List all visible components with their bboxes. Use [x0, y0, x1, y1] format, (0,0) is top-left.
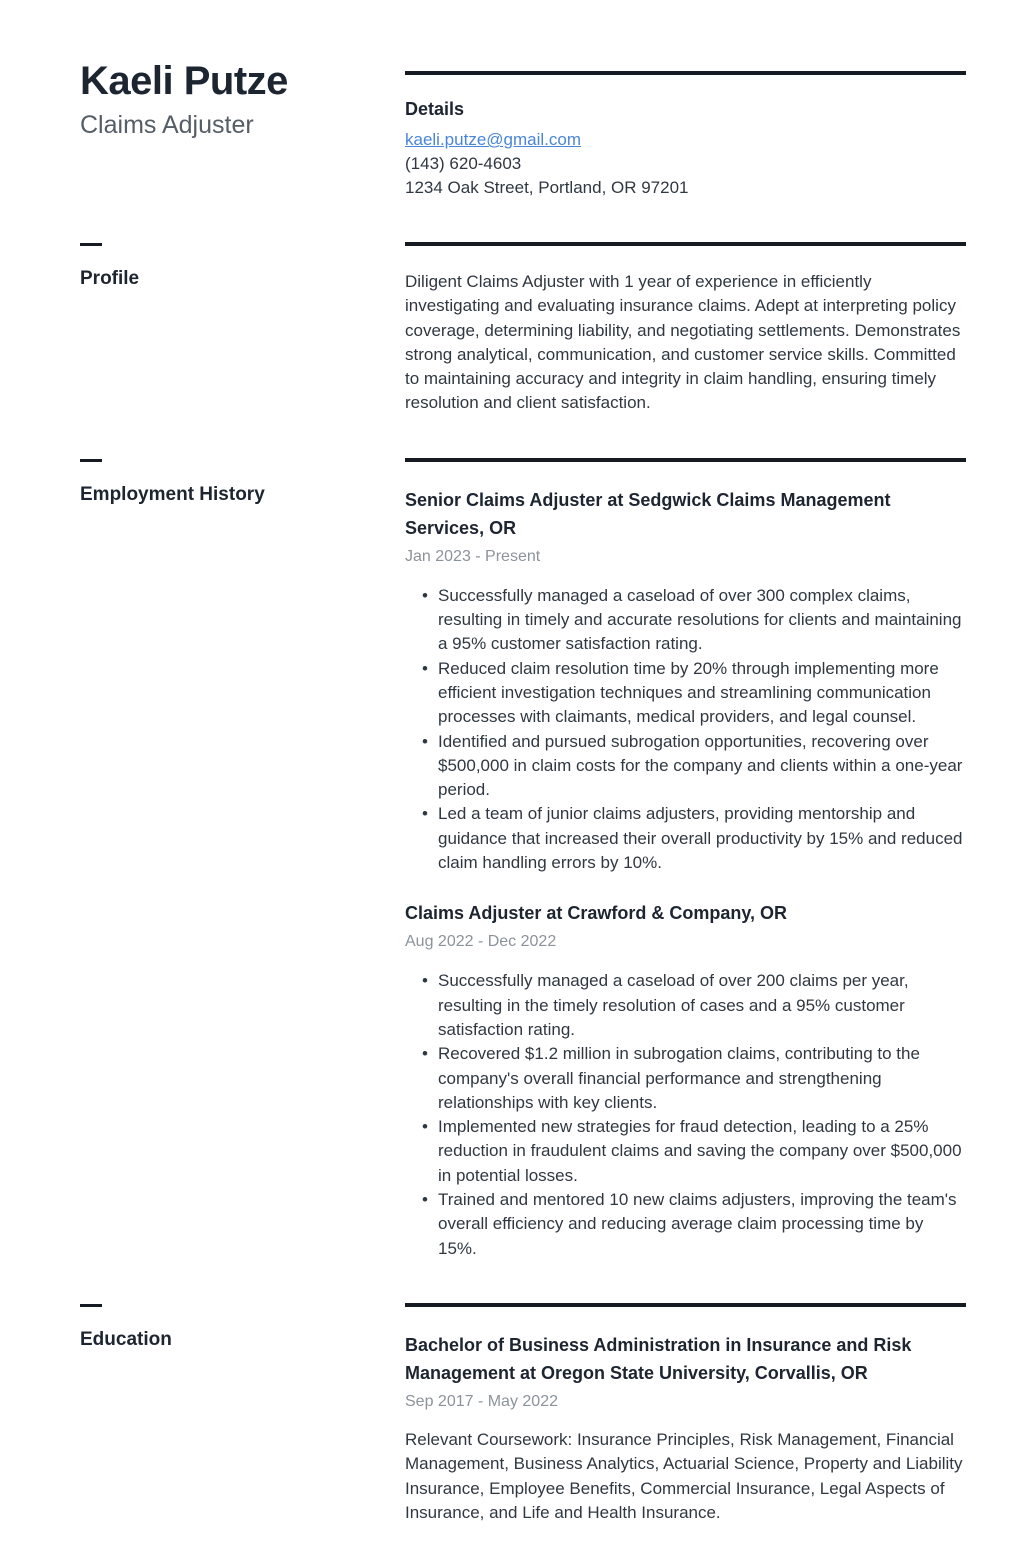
employment-section [80, 458, 966, 1261]
education-content [405, 1303, 966, 1525]
employment-heading: Employment History [80, 483, 265, 505]
bullet-item: • Successfully managed a caseload of over 200 claims per year, resulting in the timely resolution of cases and a 95% customer satisfaction rating. [438, 969, 966, 1042]
section-dash [80, 459, 102, 462]
profile-heading: Profile [80, 268, 140, 289]
job-bullet-list [405, 584, 966, 876]
section-rule [405, 242, 966, 246]
person-job-title: Claims Adjuster [80, 111, 254, 139]
section-dash [80, 243, 102, 246]
section-rule [405, 458, 966, 462]
postal-address: 1234 Oak Street, Portland, OR 97201 [405, 178, 689, 197]
job-dates: Aug 2022 - Dec 2022 [405, 933, 557, 951]
details-heading: Details [405, 99, 465, 119]
profile-content [405, 242, 966, 416]
job-title: Senior Claims Adjuster at Sedgwick Claims Management Services, OR [405, 489, 891, 538]
bullet-item: • Recovered $1.2 million in subrogation claims, contributing to the company's overall financial performance and strengthening relationships with key clients. [438, 1042, 966, 1115]
job-title: Claims Adjuster at Crawford & Company, OR [405, 903, 788, 924]
education-dates: Sep 2017 - May 2022 [405, 1392, 558, 1410]
bullet-item: • Led a team of junior claims adjusters, providing mentorship and guidance that increased their overall productivity by 15% and reduced claim handling errors by 10%. [438, 802, 966, 875]
section-dash [80, 1304, 102, 1307]
education-description: Relevant Coursework: Insurance Principles, Risk Management, Financial Management, Business Analytics, Actuarial Science, Property and Liability Insurance, Employee Benefits, Commercial Insurance, Legal Aspects of Insurance, and Life and Health Insurance. [405, 1429, 963, 1522]
bullet-item: • Reduced claim resolution time by 20% through implementing more efficient investigation techniques and streamlining communication processes with claimants, medical providers, and legal counsel. [438, 657, 966, 730]
bullet-item: • Identified and pursued subrogation opportunities, recovering over $500,000 in claim costs for the company and clients within a one-year period. [438, 730, 966, 803]
details-block [405, 58, 966, 200]
profile-section [80, 242, 966, 416]
phone-number: (143) 620-4603 [405, 154, 522, 173]
job-bullet-list [405, 969, 966, 1261]
bullet-item: • Implemented new strategies for fraud detection, leading to a 25% reduction in fraudulent claims and saving the company over $500,000 in potential losses. [438, 1115, 966, 1188]
education-heading-block [80, 1303, 405, 1353]
degree-title: Bachelor of Business Administration in Insurance and Risk Management at Oregon State University, Corvallis, OR [405, 1334, 912, 1383]
header-section [80, 58, 966, 200]
section-rule [405, 71, 966, 75]
person-name: Kaeli Putze [80, 59, 288, 103]
job-entry [405, 486, 966, 876]
education-entry [405, 1331, 966, 1525]
job-entry [405, 899, 966, 1261]
education-heading: Education [80, 1328, 172, 1350]
employment-heading-block [80, 458, 405, 508]
job-dates: Jan 2023 - Present [405, 547, 541, 565]
profile-heading-block [80, 242, 405, 292]
email-link[interactable]: kaeli.putze@gmail.com [405, 130, 581, 149]
employment-content [405, 458, 966, 1261]
bullet-item: • Successfully managed a caseload of over 300 complex claims, resulting in timely and accurate resolutions for clients and maintaining a 95% customer satisfaction rating. [438, 584, 966, 657]
profile-text: Diligent Claims Adjuster with 1 year of experience in efficiently investigating and evaluating insurance claims. Adept at interpreting policy coverage, determining liability, and negotiating settlements. Demonstrates strong analytical, communication, and customer service skills. Committed to maintaining accuracy and integrity in claim handling, ensuring timely resolution and client satisfaction. [405, 272, 961, 413]
header-name-block [80, 58, 405, 140]
bullet-item: • Trained and mentored 10 new claims adjusters, improving the team's overall efficiency and reducing average claim processing time by 15%. [438, 1188, 966, 1261]
education-section [80, 1303, 966, 1525]
section-rule [405, 1303, 966, 1307]
